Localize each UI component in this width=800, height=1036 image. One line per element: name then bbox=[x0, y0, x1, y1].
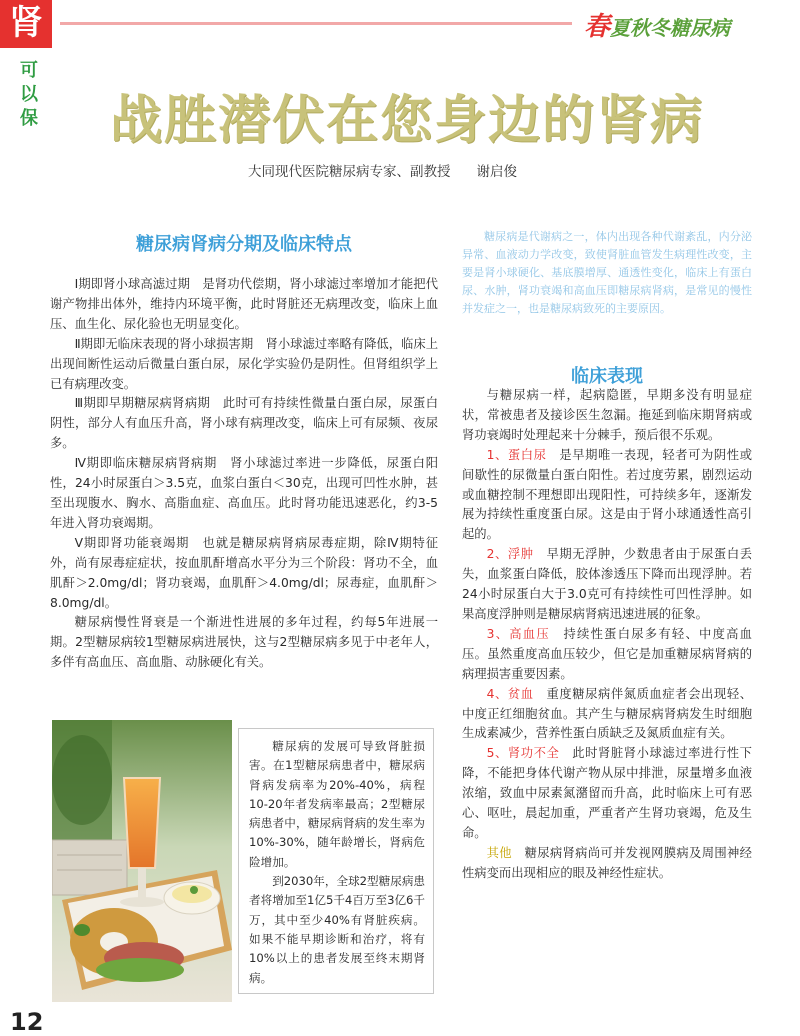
side-label-char: 可 bbox=[20, 60, 38, 81]
paragraph: Ⅰ期即肾小球高滤过期 是肾功代偿期，肾小球滤过率增加才能把代谢产物排出体外，维持内环境平衡，此时肾脏还无病理改变，临床上血压、血生化、尿化验也无明显变化。 bbox=[50, 277, 438, 331]
page-number: 12 bbox=[10, 1008, 44, 1036]
food-photo bbox=[52, 720, 232, 1002]
symptom-label: 2、浮肿 bbox=[486, 547, 534, 562]
article-title: 战胜潜伏在您身边的肾病 bbox=[110, 91, 705, 151]
symptom-label: 其他 bbox=[486, 845, 512, 860]
symptom-item bbox=[462, 685, 752, 745]
symptom-text: 持续性蛋白尿多有轻、中度高血压。虽然重度高血压较少，但它是加重糖尿病肾病的病理损害重要因素。 bbox=[462, 626, 752, 681]
side-label-char: 保 bbox=[20, 108, 38, 129]
stages-column bbox=[50, 275, 438, 673]
symptom-label: 1、蛋白尿 bbox=[486, 447, 547, 462]
header-rule bbox=[60, 22, 572, 25]
byline bbox=[248, 160, 768, 180]
section-heading-symptoms: 临床表现 bbox=[571, 366, 643, 387]
symptoms-column bbox=[462, 386, 752, 884]
paragraph: 糖尿病慢性肾衰是一个渐进性进展的多年过程，约每5年进展一期。2型糖尿病较1型糖尿病进展快，这与2型糖尿病多见于中老年人，多伴有高血压、高血脂、动脉硬化有关。 bbox=[50, 615, 438, 670]
stats-sidebar bbox=[238, 728, 434, 994]
symptom-text: 早期无浮肿，少数患者由于尿蛋白丢失，血浆蛋白降低，胶体渗透压下降而出现浮肿。若24小时尿蛋白大于3.0克可有持续性可凹性浮肿。如果高度浮肿则是糖尿病肾病迅速进展的征象。 bbox=[462, 547, 752, 621]
paragraph: 与糖尿病一样，起病隐匿，早期多没有明显症状，常被患者及接诊医生忽漏。拖延到临床期肾病或肾功衰竭时处理起来十分棘手，预后很不乐观。 bbox=[462, 388, 752, 442]
symptom-text: 是早期唯一表现，轻者可为阴性或间歇性的尿微量白蛋白阳性。若过度劳累，剧烈运动或血糖控制不理想即出现阳性，可持续多年，逐渐发展为持续性重度蛋白尿。这是由于肾小球通透性高引起的。 bbox=[462, 447, 752, 542]
symptom-label: 3、高血压 bbox=[486, 626, 550, 641]
sidebar-paragraph: 糖尿病的发展可导致肾脏损害。在1型糖尿病患者中，糖尿病肾病发病率为20%-40%，病程10-20年者发病率最高；2型糖尿病患者中，糖尿病肾病的发生率为10%-30%，随年龄增长，肾病危险增加。 bbox=[249, 739, 425, 869]
symptom-label: 5、肾功不全 bbox=[486, 746, 560, 761]
series-title-rest: 夏秋冬糖尿病 bbox=[610, 16, 731, 40]
intro-paragraph: 糖尿病是代谢病之一，体内出现各种代谢紊乱，内分泌异常、血液动力学改变，致使肾脏血管发生病理性改变，主要是肾小球硬化、基底膜增厚、通透性变化，临床上有蛋白尿、水肿，肾功衰竭和高血压即糖尿病肾病，是常见的慢性并发症之一，也是糖尿病致死的主要原因。 bbox=[462, 230, 752, 315]
paragraph: Ⅲ期即早期糖尿病肾病期 此时可有持续性微量白蛋白尿，尿蛋白阴性，部分人有血压升高，肾小球有病理改变，临床上可有尿频、夜尿多。 bbox=[50, 396, 438, 451]
symptom-item bbox=[462, 625, 752, 685]
paragraph: Ⅳ期即临床糖尿病肾病期 肾小球滤过率进一步降低，尿蛋白阳性，24小时尿蛋白＞3.5克，血浆白蛋白＜30克，出现可凹性水肿，甚至出现腹水、胸水、高脂血症、高血压。此时肾功能迅速恶化，约3-5年进入肾功衰竭期。 bbox=[50, 456, 438, 530]
breakfast-illustration bbox=[52, 720, 232, 1002]
symptom-item bbox=[462, 446, 752, 546]
symptom-item bbox=[462, 744, 752, 844]
series-title bbox=[584, 6, 794, 43]
symptom-text: 重度糖尿病伴氮质血症者会出现轻、中度正红细胞贫血。其产生与糖尿病肾病发生时细胞生成素减少，营养性蛋白质缺乏及氮质血症有关。 bbox=[462, 686, 752, 741]
symptom-text: 此时肾脏肾小球滤过率进行性下降，不能把身体代谢产物从尿中排泄，尿量增多血液浓缩，致血中尿素氮潴留而升高，此时临床上可有恶心、呕吐，晨起加重，严重者产生肾功衰竭，危及生命。 bbox=[462, 746, 752, 840]
section-heading-stages: 糖尿病肾病分期及临床特点 bbox=[136, 234, 352, 255]
author-name: 谢启俊 bbox=[476, 164, 517, 180]
symptom-item bbox=[462, 545, 752, 625]
paragraph: Ⅱ期即无临床表现的肾小球损害期 肾小球滤过率略有降低，临床上出现间断性运动后微量白蛋白尿，尿化学实验仍是阴性。但肾组织学上已有病理改变。 bbox=[50, 336, 438, 391]
intro-text bbox=[462, 228, 752, 318]
sidebar-paragraph: 到2030年，全球2型糖尿病患者将增加至1亿5千4百万至3亿6千万，其中至少40%有肾脏疾病。如果不能早期诊断和治疗，将有10%以上的患者发展至终末期肾病。 bbox=[249, 874, 426, 985]
paragraph: Ⅴ期即肾功能衰竭期 也就是糖尿病肾病尿毒症期，除Ⅳ期特征外，尚有尿毒症症状，按血肌酐增高水平分为三个阶段：肾功不全，血肌酐＞2.0mg/dl；肾功衰竭，血肌酐＞4.0mg/dl；尿毒症，血肌酐＞8.0mg/dl。 bbox=[50, 535, 438, 610]
section-badge: 肾 bbox=[0, 0, 52, 48]
side-label-char: 以 bbox=[20, 84, 38, 105]
symptom-text: 糖尿病肾病尚可并发视网膜病及周围神经性病变而出现相应的眼及神经性症状。 bbox=[462, 845, 752, 880]
symptom-label: 4、贫血 bbox=[486, 686, 534, 701]
series-title-first: 春 bbox=[584, 12, 611, 42]
symptom-item bbox=[462, 844, 752, 884]
author-affiliation: 大同现代医院糖尿病专家、副教授 bbox=[248, 164, 451, 180]
